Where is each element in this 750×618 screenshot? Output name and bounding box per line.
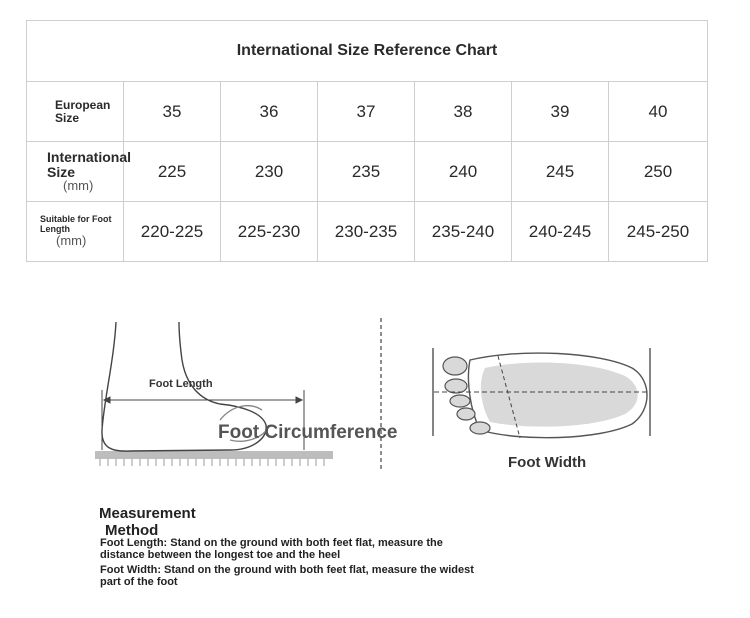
chart-title: International Size Reference Chart (27, 21, 708, 82)
cell-fl-5: 240-245 (512, 202, 609, 262)
measurement-method-title (99, 506, 196, 539)
row-label-foot-length (27, 202, 124, 262)
cell-intl-6: 250 (609, 142, 708, 202)
size-reference-table (26, 20, 708, 262)
cell-eu-6: 40 (609, 82, 708, 142)
measurement-title-line-2: Method (105, 521, 159, 539)
row-label-international-text: International Size (47, 148, 132, 180)
cell-fl-3: 230-235 (318, 202, 415, 262)
cell-intl-3: 235 (318, 142, 415, 202)
row-unit-international: (mm) (63, 178, 94, 194)
cell-intl-4: 240 (415, 142, 512, 202)
cell-eu-4: 38 (415, 82, 512, 142)
row-unit-foot-length: (mm) (56, 233, 87, 249)
cell-eu-5: 39 (512, 82, 609, 142)
foot-width-label: Foot Width (508, 454, 587, 471)
cell-fl-6: 245-250 (609, 202, 708, 262)
cell-intl-2: 230 (221, 142, 318, 202)
table-row-foot-length (27, 202, 708, 262)
table-row-european (27, 82, 708, 142)
foot-length-label: Foot Length (149, 378, 213, 390)
row-label-foot-length-text: Suitable for Foot Length (40, 214, 112, 234)
foot-measurement-illustration (0, 300, 750, 500)
cell-eu-2: 36 (221, 82, 318, 142)
foot-circumference-label: Foot Circumference (218, 422, 398, 443)
cell-intl-5: 245 (512, 142, 609, 202)
foot-top-view-icon (433, 348, 650, 438)
table-row-international (27, 142, 708, 202)
row-label-european: European Size (27, 82, 124, 142)
cell-fl-4: 235-240 (415, 202, 512, 262)
row-label-international (27, 142, 132, 202)
measurement-title-line-1: Measurement (99, 505, 196, 522)
foot-length-instruction: Foot Length: Stand on the ground with both feet flat, measure the distance between the longest toe and the heel (100, 537, 443, 562)
cell-fl-1: 220-225 (124, 202, 221, 262)
foot-width-instruction: Foot Width: Stand on the ground with both feet flat, measure the widest part of the foot (100, 564, 474, 589)
cell-fl-2: 225-230 (221, 202, 318, 262)
ruler-icon (95, 451, 333, 466)
cell-eu-1: 35 (124, 82, 221, 142)
cell-intl-1: 225 (124, 142, 221, 202)
cell-eu-3: 37 (318, 82, 415, 142)
